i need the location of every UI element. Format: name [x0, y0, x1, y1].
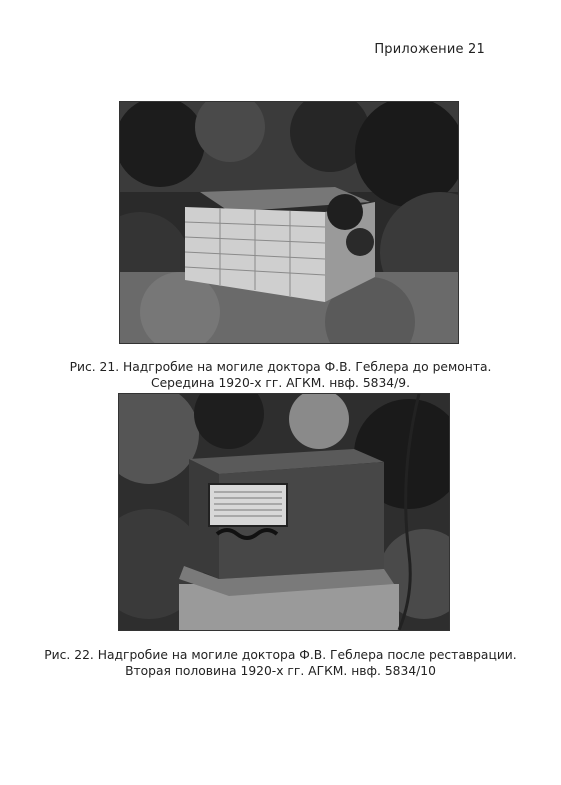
figure-22-caption — [0, 647, 561, 679]
photo-tomb-after-restoration — [118, 393, 450, 631]
figure-22-caption-line2: Вторая половина 1920-х гг. АГКМ. нвф. 5834/10 — [125, 664, 436, 678]
figure-21-caption — [0, 359, 561, 391]
figure-21-caption-line2: Середина 1920-х гг. АГКМ. нвф. 5834/9. — [150, 376, 410, 390]
figure-21-caption-line1: Рис. 21. Надгробие на могиле доктора Ф.В. Геблера до ремонта. — [69, 360, 492, 374]
running-header: Приложение 21 — [374, 42, 485, 57]
figure-22-caption-line1: Рис. 22. Надгробие на могиле доктора Ф.В. Геблера после реставрации. — [44, 648, 517, 662]
photo-tomb-before-repair — [119, 101, 459, 344]
